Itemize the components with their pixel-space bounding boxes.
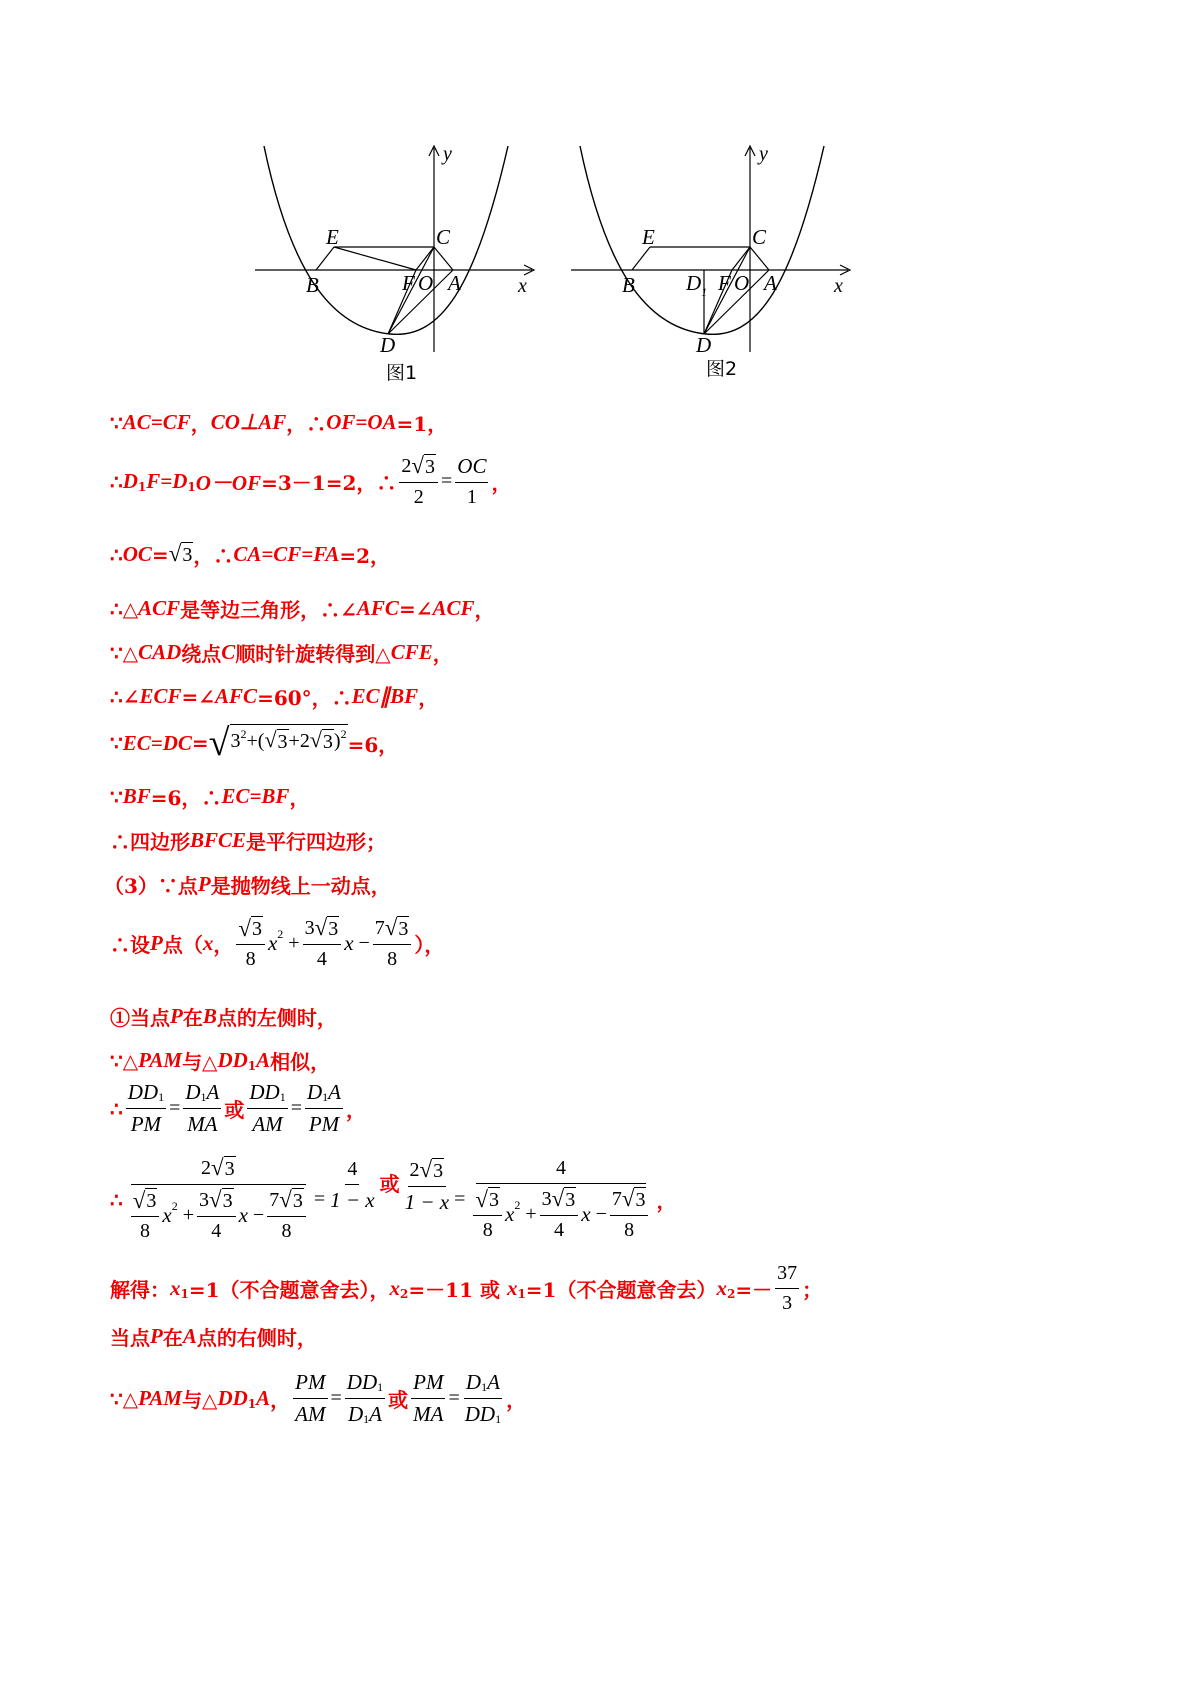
point-d-label: D <box>380 333 396 355</box>
solution-line-16: 解得： x 1 =1（不合题意舍去）， x 2 =－11 或 x 1 =1（不合题意舍去） x 2 =－ $\frac{37}{3}$ ； <box>110 1262 823 1314</box>
solution-line-7: ∵ EC=DC = √ $3^2+$( √ 3 +2 √ 3 )$^2$ =6， <box>110 722 399 764</box>
solution-line-5: ∵△ CAD 绕点 C 顺时针旋转得到△ CFE ， <box>110 640 453 666</box>
point-e-label: E <box>642 225 655 249</box>
point-o-label: O <box>734 271 750 295</box>
y-axis-label: y <box>759 143 768 165</box>
figure-2-caption: 图2 <box>706 358 738 380</box>
solution-line-10: （3）∵点 P 是抛物线上一动点， <box>104 872 391 898</box>
point-c-label: C <box>752 225 767 249</box>
fraction: $\frac{OC}{1}$ <box>457 454 487 508</box>
point-f-label: F <box>718 271 731 295</box>
solution-line-3: ∴ OC = √ 3 ，∴ CA=CF=FA =2， <box>110 541 391 568</box>
point-a-label: A <box>764 271 777 295</box>
solution-line-17: 当点 P 在 A 点的右侧时， <box>110 1324 317 1350</box>
point-c-label: C <box>436 225 451 249</box>
point-d1-label: $D_1$ <box>686 271 708 299</box>
solution-line-8: ∵ BF =6，∴ EC=BF ， <box>110 784 310 810</box>
figure-1-parabola <box>250 140 550 355</box>
y-axis-label: y <box>443 143 452 165</box>
solution-line-6: ∴∠ ECF =∠ AFC =60°，∴ EC∥BF ， <box>110 684 439 710</box>
x-axis-label: x <box>518 275 527 297</box>
solution-line-11: ∴设 P 点（ x ， √ 3 8 x 2 + 3 √ 3 4 x − 7 √ 3 8 ）， <box>110 915 445 970</box>
figure-2-parabola <box>566 140 866 355</box>
solution-line-2: ∴ D 1 F=D 1 O－OF =3－1=2，∴ 2 √ 3 2 = $\frac{OC}{1}$ ， <box>110 453 512 508</box>
solution-line-14: ∴ DD 1 PM = D 1 A MA 或 DD 1 AM = D 1 A PM ， <box>110 1080 366 1136</box>
point-f-label: F <box>402 271 415 295</box>
point-b-label: B <box>306 273 319 297</box>
solution-line-4: ∴△ ACF 是等边三角形，∴∠ AFC =∠ ACF ， <box>110 596 495 622</box>
point-b-label: B <box>622 273 635 297</box>
figures <box>0 0 1200 430</box>
radical-expression: √ $3^2+$( √ 3 +2 √ 3 )$^2$ <box>208 722 347 764</box>
solution-line-13: ∵△ PAM 与△ DD 1 A 相似， <box>110 1048 331 1074</box>
point-e-label: E <box>326 225 339 249</box>
fraction: 2 √ 3 2 <box>399 454 438 509</box>
point-a-label: A <box>448 271 461 295</box>
solution-line-1: ∵ AC=CF ， CO⊥AF ，∴ OF=OA =1， <box>110 410 448 436</box>
parabola-curve <box>580 146 824 334</box>
parabola-curve <box>264 146 508 334</box>
solution-line-9: ∴四边形 BFCE 是平行四边形； <box>110 828 387 854</box>
solution-line-15: ∴ 2 √ 3 √ 3 8 x 2 + 3 √ 3 4 x − 7 √ 3 8 = $\frac{4}{1 - x}$ 或 2 √ 3 1 − x = 4 √ 3 8 x 2 + 3 √ 3 4 x − 7 √ 3 8 ， <box>110 1155 677 1242</box>
x-axis-label: x <box>834 275 843 297</box>
solution-line-12: ①当点 P 在 B 点的左侧时， <box>110 1004 337 1030</box>
point-d-label: D <box>696 333 712 355</box>
figure-1-caption: 图1 <box>386 362 418 384</box>
solution-line-18: ∵△ PAM 与△ DD 1 A ， $\frac{PM}{AM}$ = DD 1 D 1 A 或 $\frac{PM}{MA}$ = D 1 A DD 1 ， <box>110 1370 527 1426</box>
point-o-label: O <box>418 271 434 295</box>
